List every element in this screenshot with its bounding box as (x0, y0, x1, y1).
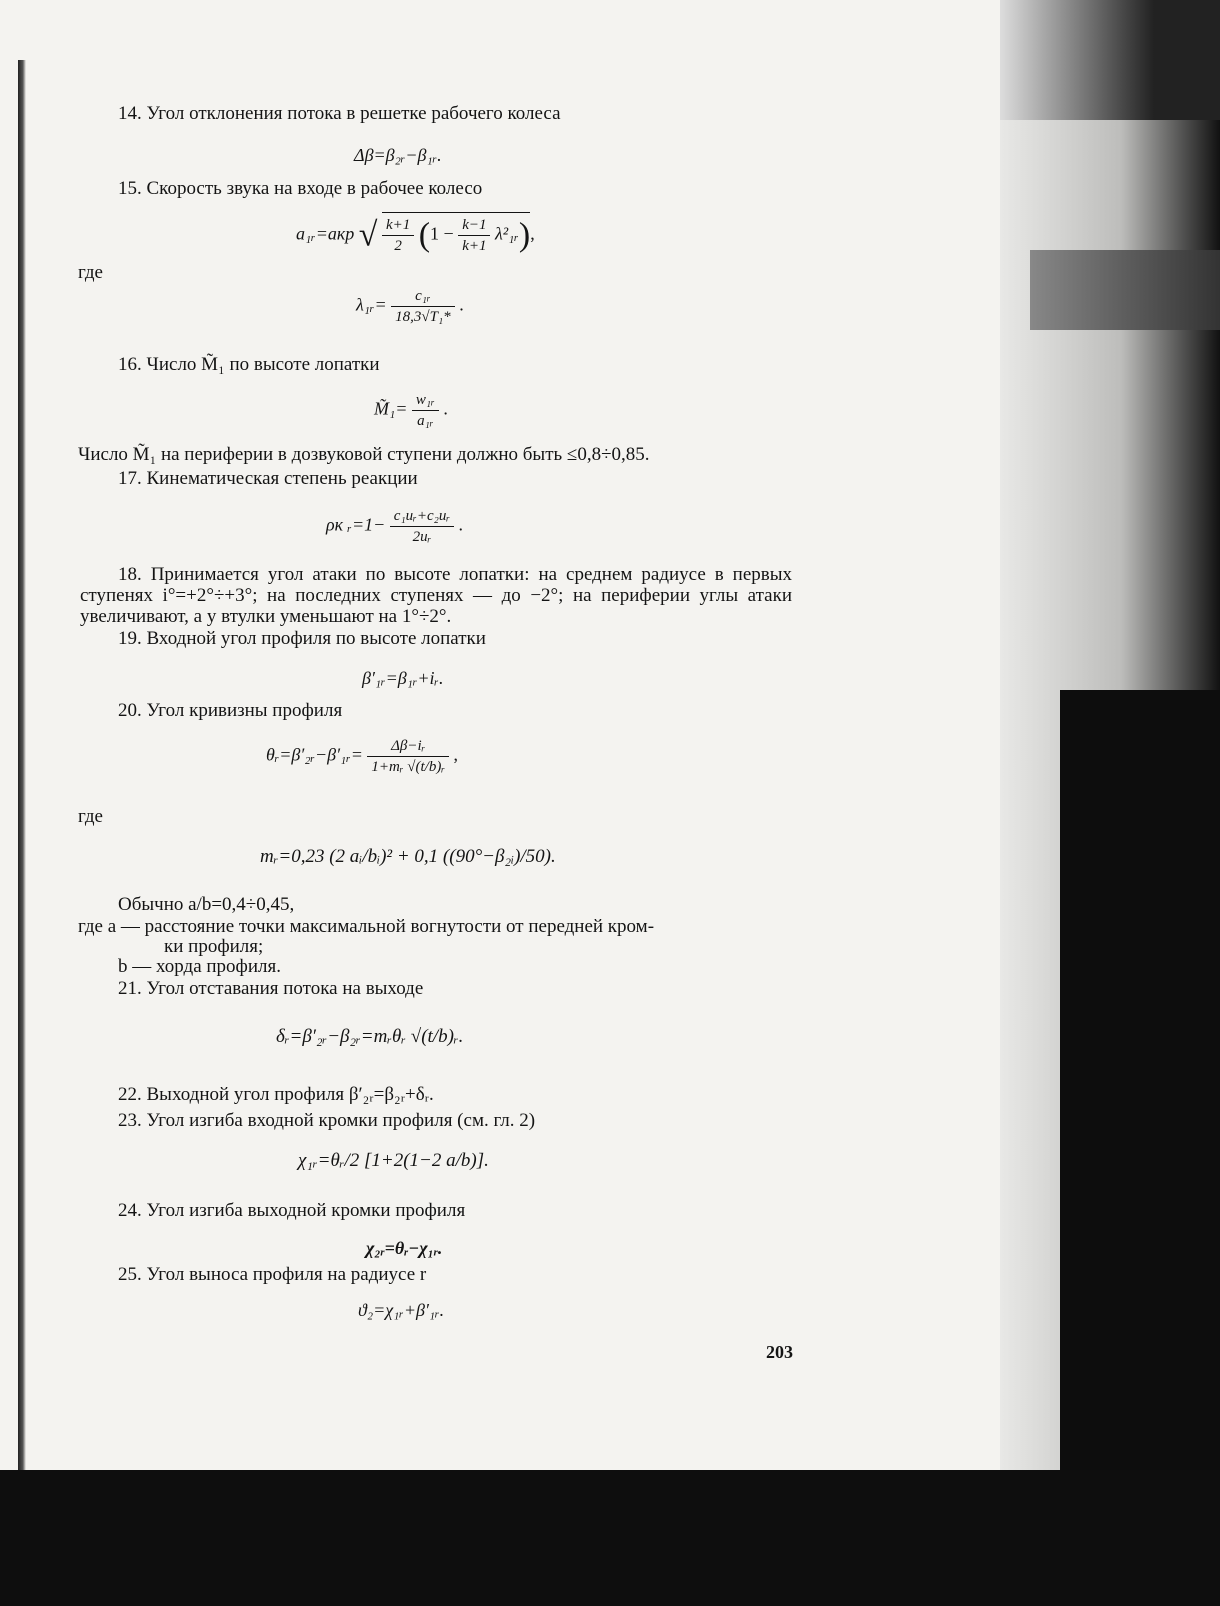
scan-bottom-border (0, 1470, 1220, 1606)
paren-open: ( (418, 216, 431, 254)
definition-b: b — хорда профиля. (118, 956, 281, 977)
formula-24: χ₂ᵣ=θᵣ−χ₁ᵣ. (366, 1238, 443, 1258)
dark-band-mid (1030, 250, 1220, 330)
comma: , (449, 744, 459, 765)
note-16: Число M̃₁ на периферии в дозвуковой ступени должно быть ≤0,8÷0,85. (78, 444, 650, 465)
item-15: 15. Скорость звука на входе в рабочее колесо (118, 178, 483, 199)
denominator: k+1 (462, 238, 487, 254)
formula-15 (296, 212, 535, 256)
formula-14: Δβ=β₂ᵣ−β₁ᵣ. (354, 145, 442, 165)
item-17: 17. Кинематическая степень реакции (118, 468, 418, 489)
paren-close: ) (518, 216, 531, 254)
fraction (391, 286, 455, 327)
formula-20 (266, 736, 458, 777)
fraction (458, 215, 490, 256)
numerator: k+1 (382, 215, 414, 236)
numerator: k−1 (458, 215, 490, 236)
item-18: 18. Принимается угол атаки по высоте лопатки: на среднем радиусе в первых ступенях i°=+2°÷+3°; на последних ступенях — до −2°; на периферии углы атаки увеличивают, а у втулки уменьшают на 1°÷2°. (80, 564, 792, 627)
item-16: 16. Число M̃₁ по высоте лопатки (118, 354, 380, 375)
where-label-2: где (78, 806, 103, 827)
period: . (454, 514, 464, 535)
lambda-term: λ²₁ᵣ (494, 223, 519, 244)
item-23: 23. Угол изгиба входной кромки профиля (см. гл. 2) (118, 1110, 536, 1131)
item-20: 20. Угол кривизны профиля (118, 700, 343, 721)
item-22: 22. Выходной угол профиля β′₂ᵣ=β₂ᵣ+δᵣ. (118, 1084, 434, 1105)
numerator: Δβ−iᵣ (367, 736, 449, 757)
formula-17-lhs: ρк ᵣ=1− (326, 514, 386, 535)
formula-16 (374, 390, 448, 431)
comma: , (530, 223, 535, 244)
formula-25: ϑ₂=χ₁ᵣ+β′₁ᵣ. (358, 1300, 445, 1320)
item-14: 14. Угол отклонения потока в решетке рабочего колеса (118, 103, 561, 124)
formula-20-lhs: θᵣ=β′₂ᵣ−β′₁ᵣ= (266, 744, 363, 765)
one: 1 − (430, 223, 454, 244)
fraction (382, 215, 414, 256)
fraction (367, 736, 449, 777)
definition-a-cont: ки профиля; (164, 936, 264, 957)
formula-15-lhs: a₁ᵣ=aкр (296, 223, 355, 244)
numerator: w₁ᵣ (412, 390, 439, 411)
period: . (438, 398, 448, 419)
formula-20b: mᵣ=0,23 (2 aᵢ/bᵢ)² + 0,1 ((90°−β₂ᵢ)/50). (260, 846, 556, 867)
denominator: 2uᵣ (412, 529, 432, 545)
period: . (454, 294, 464, 315)
denominator: 18,3√T₁* (395, 309, 451, 325)
book-spine (18, 60, 26, 1470)
formula-17 (326, 506, 463, 547)
fraction (412, 390, 439, 431)
page-number: 203 (766, 1342, 793, 1362)
denominator: 1+mᵣ √(t/b)ᵣ (371, 759, 446, 775)
numerator: c₁ᵣ (391, 286, 455, 307)
dark-band-top (1000, 0, 1220, 120)
item-21: 21. Угол отставания потока на выходе (118, 978, 424, 999)
numerator: c₁uᵣ+c₂uᵣ (390, 506, 454, 527)
where-label-1: где (78, 262, 103, 283)
formula-21: δᵣ=β′₂ᵣ−β₂ᵣ=mᵣθᵣ √(t/b)ᵣ. (276, 1026, 464, 1047)
denominator: a₁ᵣ (417, 413, 434, 429)
formula-23: χ₁ᵣ=θᵣ/2 [1+2(1−2 a/b)]. (298, 1150, 489, 1171)
fraction (390, 506, 454, 547)
dark-band-low (1060, 690, 1220, 1470)
sqrt-icon: √ (358, 216, 378, 254)
formula-16-lhs: M̃₁= (374, 398, 408, 419)
item-24: 24. Угол изгиба выходной кромки профиля (118, 1200, 466, 1221)
formula-15b-lhs: λ₁ᵣ= (356, 294, 387, 315)
definition-a: где a — расстояние точки максимальной вогнутости от передней кром- (78, 916, 655, 937)
formula-15b (356, 286, 464, 327)
denominator: 2 (394, 238, 402, 254)
item-19: 19. Входной угол профиля по высоте лопатки (118, 628, 486, 649)
usual-ratio: Обычно a/b=0,4÷0,45, (118, 894, 295, 915)
item-25: 25. Угол выноса профиля на радиусе r (118, 1264, 427, 1285)
formula-15-radicand (382, 212, 530, 256)
formula-19: β′₁ᵣ=β₁ᵣ+iᵣ. (362, 668, 444, 688)
